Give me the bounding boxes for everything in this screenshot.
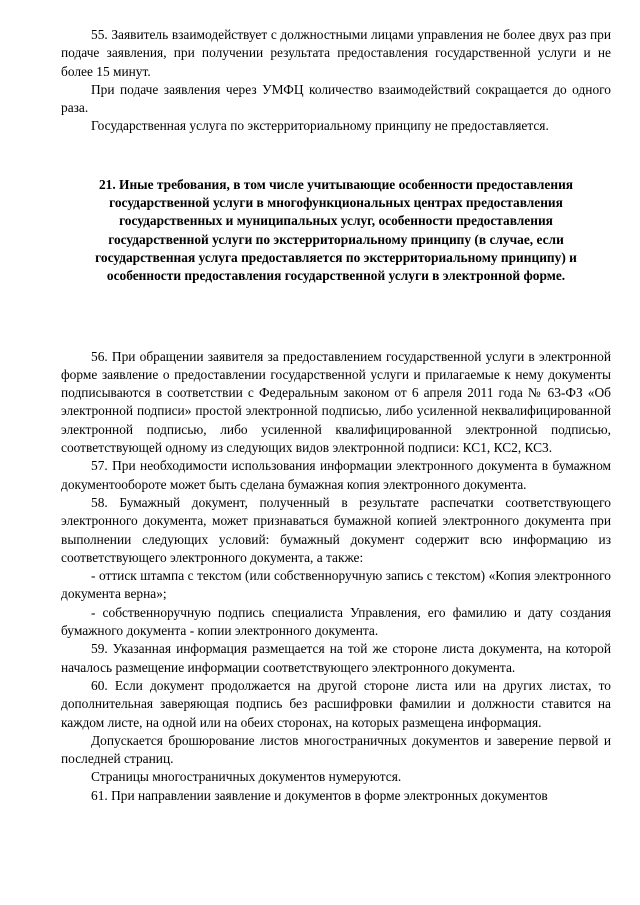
paragraph-59: 59. Указанная информация размещается на той же стороне листа документа, на которой началось размещение информации соответствующего электронного документа. <box>61 641 611 675</box>
paragraph-exterritorial: Государственная услуга по экстерриториальному принципу не предоставляется. <box>91 118 549 134</box>
list-item-signature: - собственноручную подпись специалиста Управления, его фамилию и дату создания бумажного документа - копии электронного документа. <box>61 604 611 639</box>
paragraph-56: 56. При обращении заявителя за предоставлением государственной услуги в электронной форме заявление о предоставлении государственной услуги и прилагаемые к нему документы подписываются в соответствии с Федеральным законом от 6 апреля 2011 года № 63-ФЗ «Об электронной подписи» простой электронной подписью, либо усиленной неквалифицированной электронной подписью, либо усиленной квалифицированной электронной подписью, соответствующей одному из следующих видов электронной подписи: КС1, КС2, КС3. <box>61 348 611 456</box>
paragraph-57: 57. При необходимости использования информации электронного документа в бумажном документообороте может быть сделана бумажная копия электронного документа. <box>61 458 611 492</box>
paragraph-58: 58. Бумажный документ, полученный в результате распечатки соответствующего электронного документа, может признаваться бумажной копией электронного документа при выполнении следующих условий: бумажный документ содержит всю информацию из соответствующего электронного документа, а также: <box>61 494 611 565</box>
document-page <box>61 26 611 805</box>
paragraph-60: 60. Если документ продолжается на другой стороне листа или на других листах, то дополнительная заверяющая подпись без расшифровки фамилии и должности ставится на каждом листе, на одной или на обеих сторонах, на которых размещена информация. <box>61 677 611 730</box>
paragraph-61: 61. При направлении заявление и документов в форме электронных документов <box>91 787 548 803</box>
paragraph-umfc: При подаче заявления через УМФЦ количество взаимодействий сокращается до одного раза. <box>61 81 611 116</box>
paragraph-binding: Допускается брошюрование листов многостраничных документов и заверение первой и последней страниц. <box>61 732 611 767</box>
paragraph-55: 55. Заявитель взаимодействует с должностными лицами управления не более двух раз при подаче заявления, при получении результата предоставления государственной услуги и не более 15 минут. <box>61 27 611 79</box>
section-heading: 21. Иные требования, в том числе учитывающие особенности предоставления государственной услуги в многофункциональных центрах предоставления государственных и муниципальных услуг, особенности предоставления государственной услуги по экстерриториальному принципу (в случае, если государственная услуга предоставляется по экстерриториальному принципу) и особенности предоставления государственной услуги в электронной форме. <box>95 176 577 284</box>
paragraph-numbering: Страницы многостраничных документов нумеруются. <box>91 769 402 785</box>
list-item-stamp: - оттиск штампа с текстом (или собственноручную запись с текстом) «Копия электронного документа верна»; <box>61 568 611 602</box>
